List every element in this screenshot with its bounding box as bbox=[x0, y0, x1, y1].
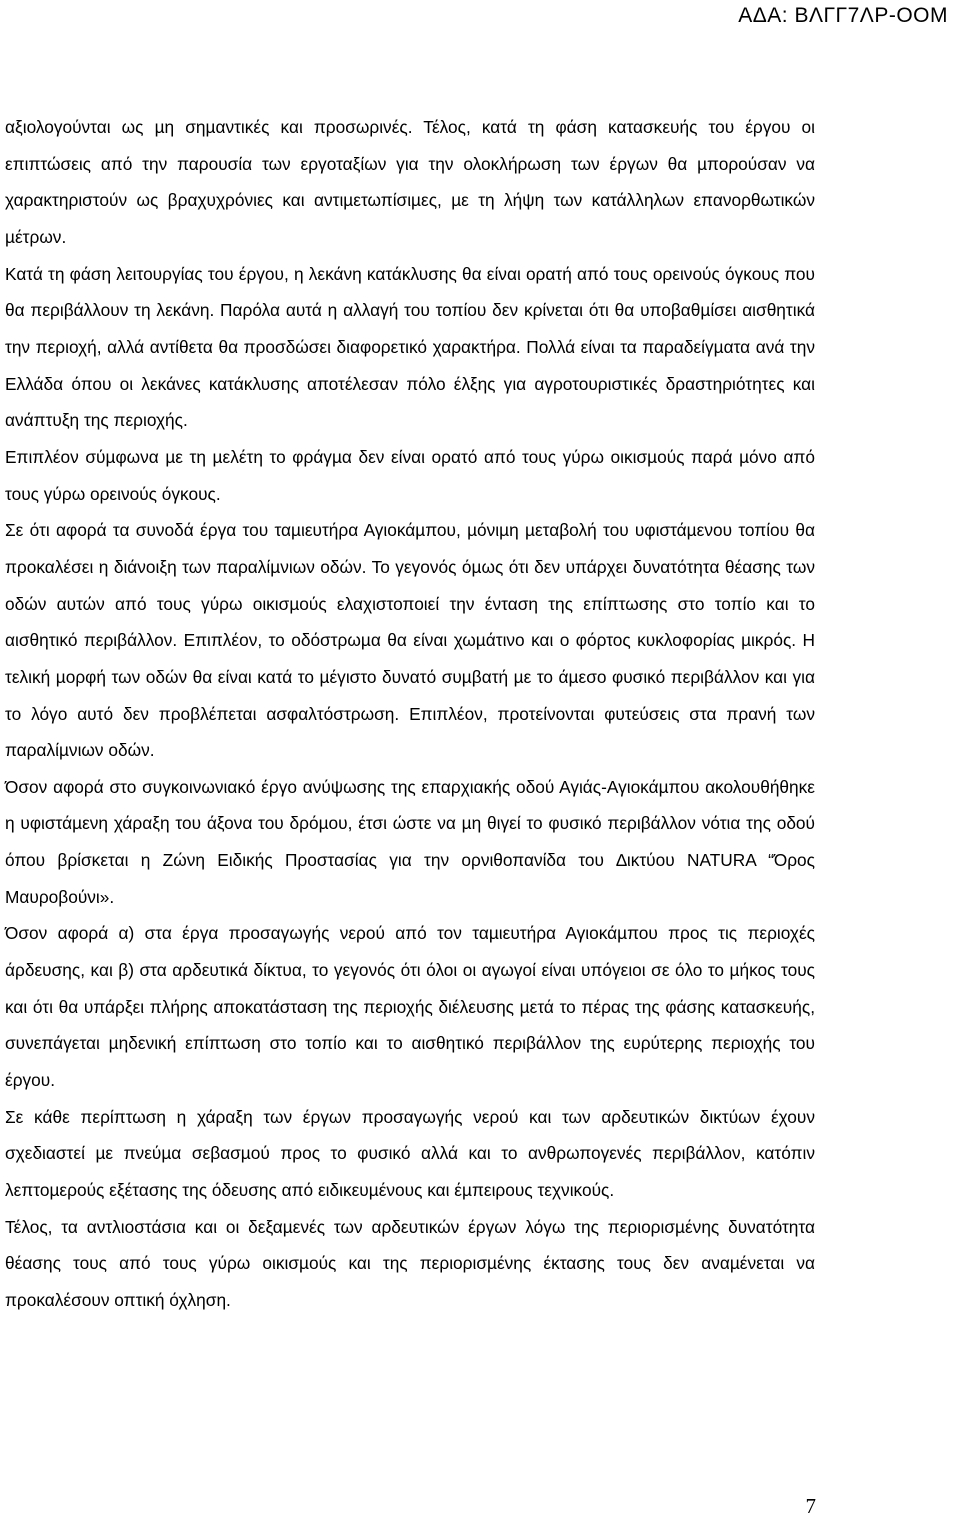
document-body bbox=[5, 109, 815, 1319]
paragraph: αξιολογούνται ως µη σηµαντικές και προσωρινές. Τέλος, κατά τη φάση κατασκευής του έργου οι επιπτώσεις από την παρουσία των εργοταξίων για την ολοκλήρωση των έργων θα µπορούσαν να χαρακτηριστούν ως βραχυχρόνιες και αντιµετωπίσιµες, µε τη λήψη των κατάλληλων επανορθωτικών µέτρων. bbox=[5, 117, 815, 247]
paragraph: Τέλος, τα αντλιοστάσια και οι δεξαµενές των αρδευτικών έργων λόγω της περιορισµένης δυνατότητα θέασης τους από τους γύρω οικισµούς και της περιορισµένης έκτασης τους δεν αναµένεται να προκαλέσουν οπτική όχληση. bbox=[5, 1216, 815, 1310]
ada-code: ΑΔΑ: ΒΛΓΓ7ΛΡ-ΟΟΜ bbox=[738, 4, 948, 27]
paragraph: Όσον αφορά α) στα έργα προσαγωγής νερού από τον ταµιευτήρα Αγιοκάµπου προς τις περιοχές άρδευσης, και β) στα αρδευτικά δίκτυα, το γεγονός ότι όλοι οι αγωγοί είναι υπόγειοι σε όλο το µήκος τους και ότι θα υπάρξει πλήρης αποκατάσταση της περιοχής διέλευσης µετά το πέρας της φάσης κατασκευής, συνεπάγεται µηδενική επίπτωση στο τοπίο και το αισθητικό περιβάλλον της ευρύτερης περιοχής του έργου. bbox=[5, 923, 815, 1091]
paragraph: Σε κάθε περίπτωση η χάραξη των έργων προσαγωγής νερού και των αρδευτικών δικτύων έχουν σχεδιαστεί µε πνεύµα σεβασµού προς το φυσικό αλλά και το ανθρωπογενές περιβάλλον, κατόπιν λεπτοµερούς εξέτασης της όδευσης από ειδικευµένους και έµπειρους τεχνικούς. bbox=[5, 1106, 815, 1201]
paragraph: Κατά τη φάση λειτουργίας του έργου, η λεκάνη κατάκλυσης θα είναι ορατή από τους ορεινούς όγκους που θα περιβάλλουν τη λεκάνη. Παρόλα αυτά η αλλαγή του τοπίου δεν κρίνεται ότι θα υποβαθµίσει αισθητικά την περιοχή, αλλά αντίθετα θα προσδώσει διαφορετικό χαρακτήρα. Πολλά είναι τα παραδείγµατα ανά την Ελλάδα όπου οι λεκάνες κατάκλυσης αποτέλεσαν πόλο έλξης για αγροτουριστικές δραστηριότητες και ανάπτυξη της περιοχής. bbox=[5, 263, 815, 431]
paragraph: Επιπλέον σύµφωνα µε τη µελέτη το φράγµα δεν είναι ορατό από τους γύρω οικισµούς παρά µόνο από τους γύρω ορεινούς όγκους. bbox=[5, 446, 815, 504]
paragraph: Όσον αφορά στο συγκοινωνιακό έργο ανύψωσης της επαρχιακής οδού Αγιάς-Αγιοκάµπου ακολουθήθηκε η υφιστάµενη χάραξη του άξονα του δρόµου, έτσι ώστε να µη θιγεί το φυσικό περιβάλλον νότια της οδού όπου βρίσκεται η Ζώνη Ειδικής Προστασίας για την ορνιθοπανίδα του ∆ικτύου NATURA “Όρος Μαυροβούνι». bbox=[5, 776, 815, 907]
paragraph: Σε ότι αφορά τα συνοδά έργα του ταµιευτήρα Αγιοκάµπου, µόνιµη µεταβολή του υφιστάµενου τοπίου θα προκαλέσει η διάνοιξη των παραλίµνιων οδών. Το γεγονός όµως ότι δεν υπάρχει δυνατότητα θέασης των οδών αυτών από τους γύρω οικισµούς ελαχιστοποιεί την ένταση της επίπτωσης στο τοπίο και το αισθητικό περιβάλλον. Επιπλέον, το οδόστρωµα θα είναι χωµάτινο και ο φόρτος κυκλοφορίας µικρός. Η τελική µορφή των οδών θα είναι κατά το µέγιστο δυνατό συµβατή µε το άµεσο φυσικό περιβάλλον και για το λόγο αυτό δεν προβλέπεται ασφαλτόστρωση. Επιπλέον, προτείνονται φυτεύσεις στα πρανή των παραλίµνιων οδών. bbox=[5, 520, 815, 761]
page-number: 7 bbox=[805, 1494, 816, 1518]
